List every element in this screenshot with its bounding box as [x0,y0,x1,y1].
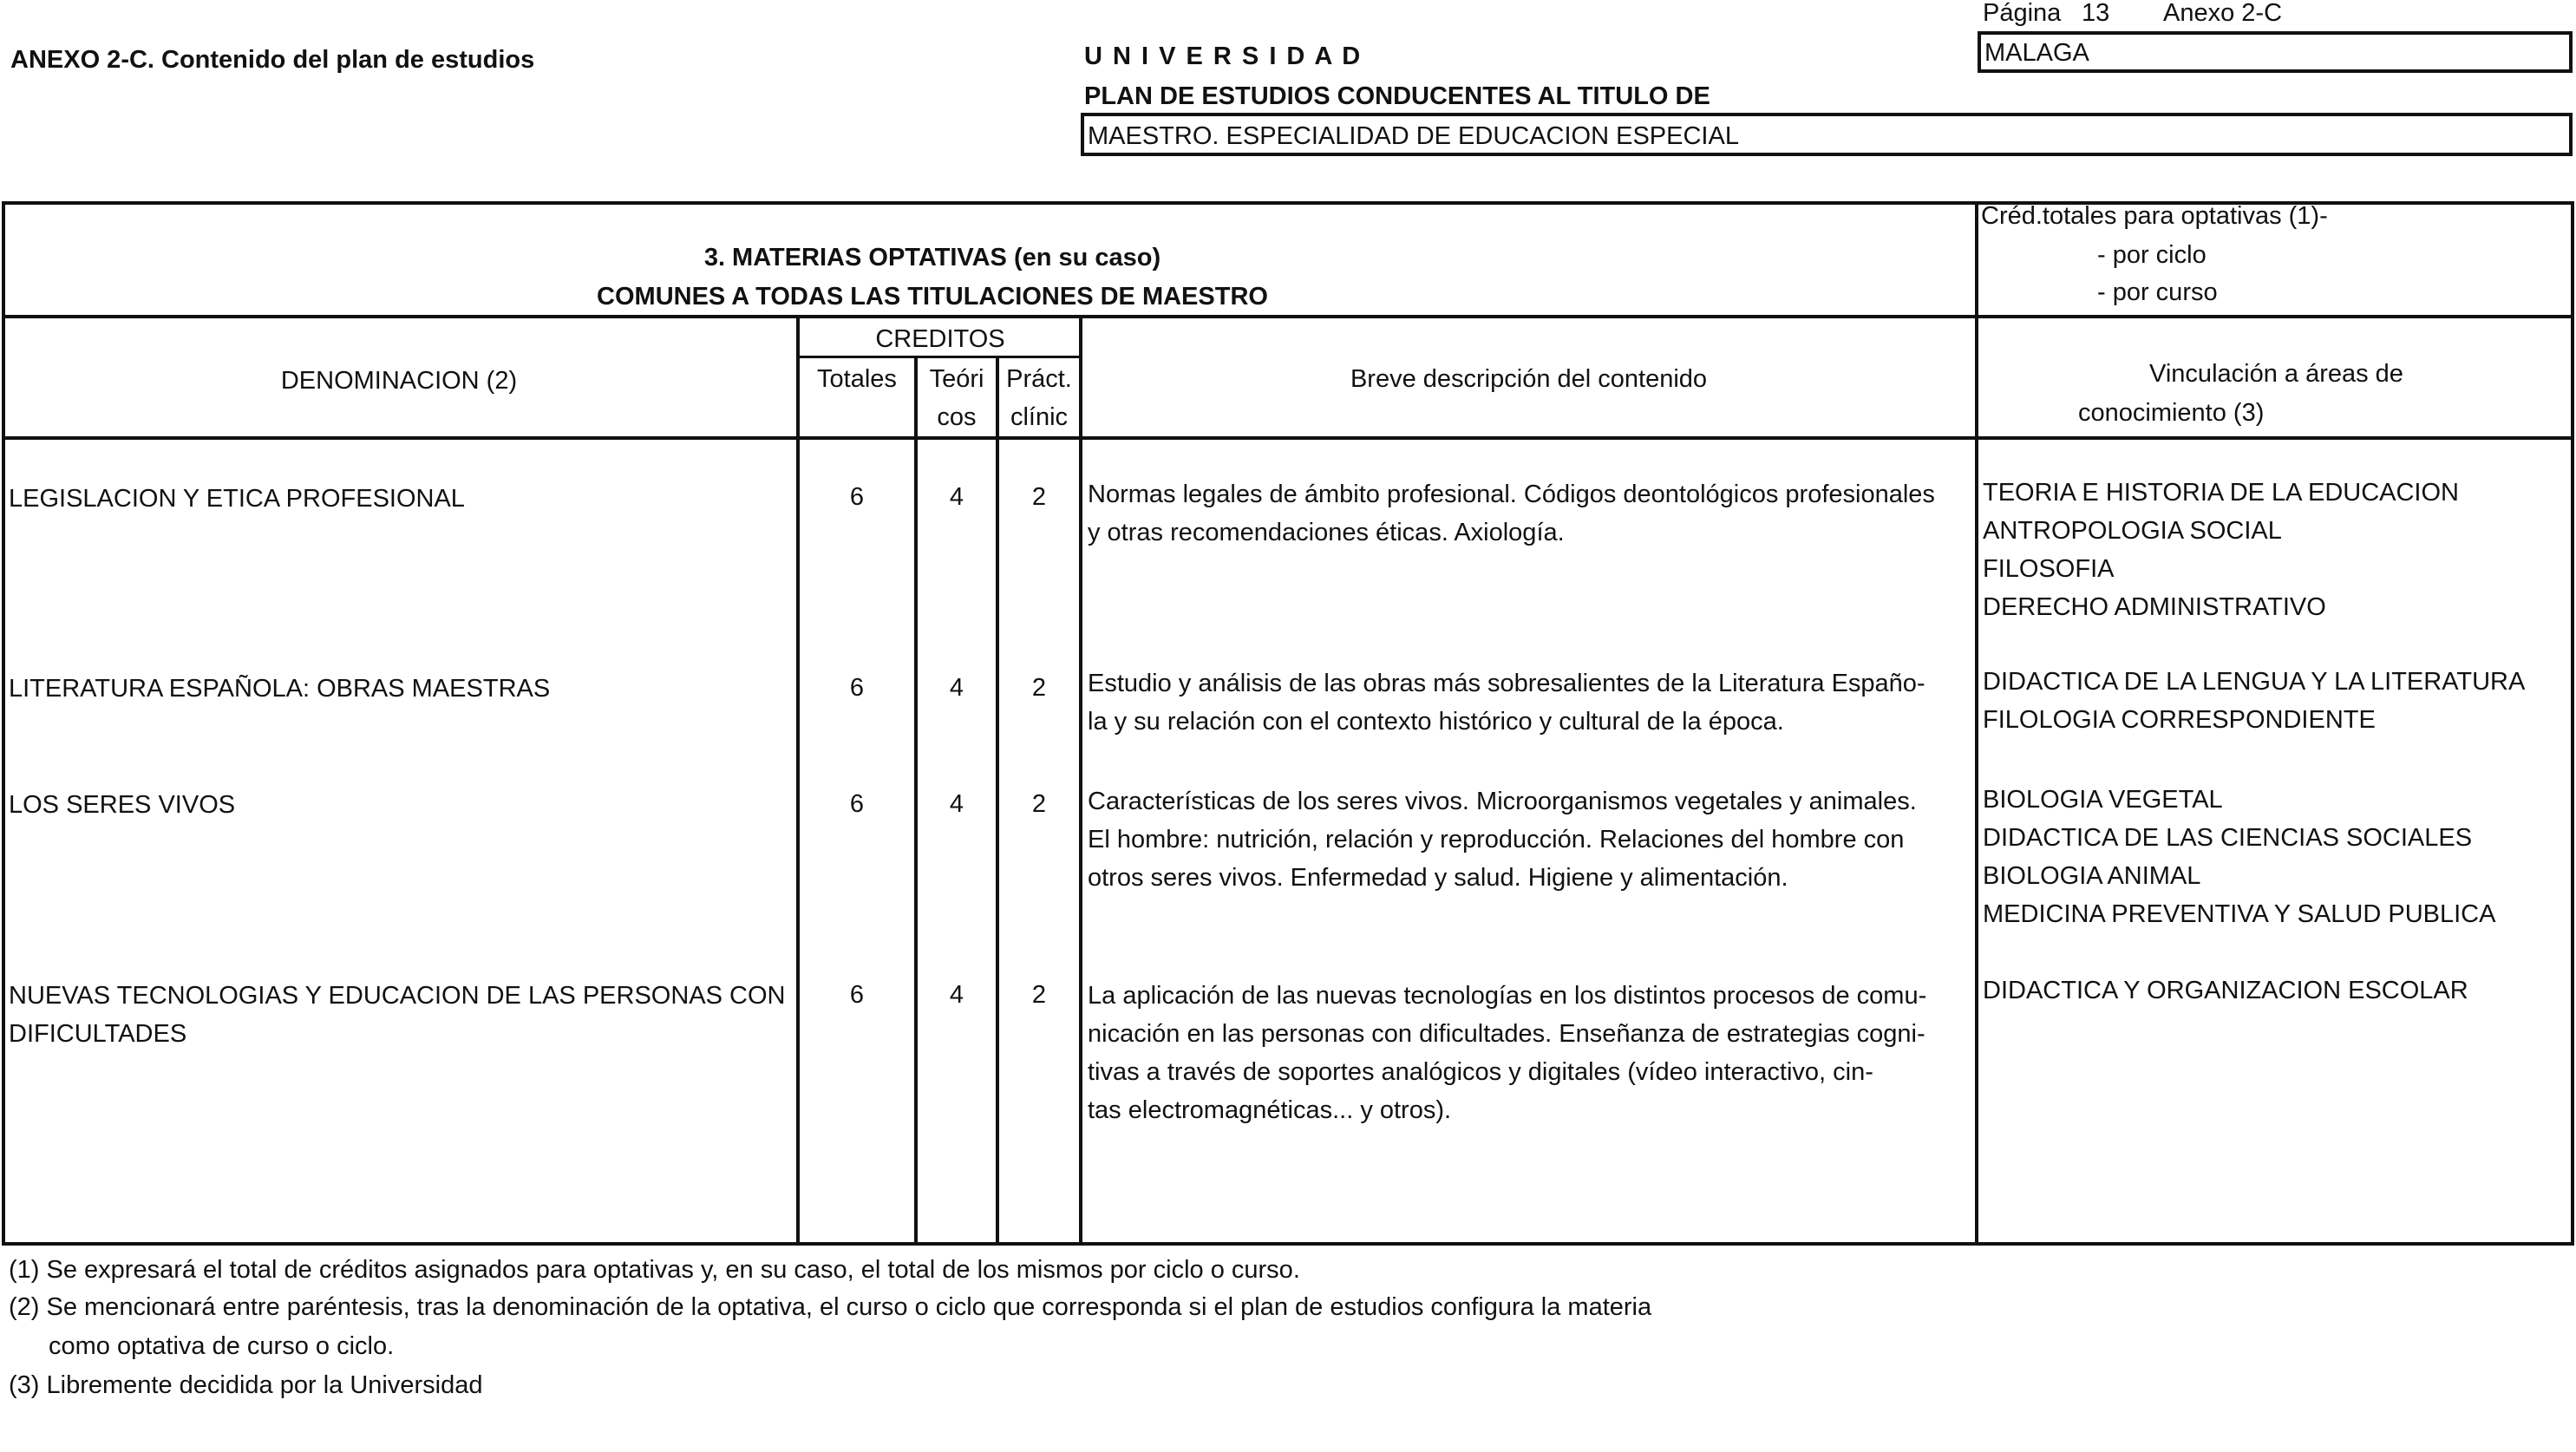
plan-label: PLAN DE ESTUDIOS CONDUCENTES AL TITULO DE [1084,82,1710,110]
row-3-area-4: MEDICINA PREVENTIVA Y SALUD PUBLICA [1983,900,2496,928]
descripcion-column-divider [1079,315,1082,1246]
row-2-totales: 6 [849,674,865,702]
practicos-header-line2: clínic [1010,403,1069,431]
row-3-desc-line-2: El hombre: nutrición, relación y reproducción. Relaciones del hombre con [1088,826,1905,854]
row-3-desc-line-3: otros seres vivos. Enfermedad y salud. Higiene y alimentación. [1088,864,1788,892]
row-3-desc-line-1: Características de los seres vivos. Microorganismos vegetales y animales. [1088,788,1917,815]
page-label: Página [1983,0,2062,27]
annex-title: ANEXO 2-C. Contenido del plan de estudios [10,46,535,74]
row-1-area-1: TEORIA E HISTORIA DE LA EDUCACION [1983,479,2459,507]
row-3-practicos: 2 [1031,790,1047,818]
teoricos-header-line1: Teóri [929,365,984,393]
vinculacion-header-line2: conocimiento (3) [2078,399,2265,427]
row-1-name [9,480,465,518]
row-2-desc-line-2: la y su relación con el contexto histórico y cultural de la época. [1088,708,1784,736]
por-ciclo-label: - por ciclo [2097,241,2207,269]
descripcion-header: Breve descripción del contenido [1350,365,1708,393]
university-box [1978,31,2573,73]
row-4-name-line-2: DIFICULTADES [9,1020,187,1048]
row-4-practicos: 2 [1031,981,1047,1009]
row-3-teoricos: 4 [949,790,964,818]
vinculacion-header-line1: Vinculación a áreas de [2149,360,2403,388]
row-4-desc-line-2: nicación en las personas con dificultades. Enseñanza de estrategias cogni- [1088,1020,1925,1048]
vinculacion-column-divider [1975,201,1978,1246]
row-2-area-1: DIDACTICA DE LA LENGUA Y LA LITERATURA [1983,668,2526,696]
por-curso-label: - por curso [2097,278,2218,306]
title-box [1081,113,2573,156]
footnote-1: (1) Se expresará el total de créditos asignados para optativas y, en su caso, el total de los mismos por ciclo o curso. [9,1256,1300,1284]
universidad-label: U N I V E R S I D A D [1084,43,1363,70]
credits-subheader-divider [796,356,1082,358]
row-2-name-line-1: LITERATURA ESPAÑOLA: OBRAS MAESTRAS [9,675,551,703]
footnote-2-continued: como optativa de curso o ciclo. [49,1332,395,1360]
title-value: MAESTRO. ESPECIALIDAD DE EDUCACION ESPECIAL [1088,122,1739,150]
row-4-desc-line-3: tivas a través de soportes analógicos y digitales (vídeo interactivo, cin- [1088,1058,1873,1086]
creditos-header: CREDITOS [875,325,1005,353]
row-4-totales: 6 [849,981,865,1009]
row-2-desc-line-1: Estudio y análisis de las obras más sobresalientes de la Literatura Españo- [1088,670,1925,697]
row-1-area-2: ANTROPOLOGIA SOCIAL [1983,517,2282,545]
practicos-header-line1: Práct. [1006,365,1072,393]
row-2-areas [1983,663,2525,739]
row-3-areas [1983,781,2495,933]
row-1-practicos: 2 [1031,483,1047,511]
row-1-totales: 6 [849,483,865,511]
totales-column-divider [796,315,800,1246]
footnote-2: (2) Se mencionará entre paréntesis, tras la denominación de la optativa, el curso o ciclo que corresponda si el plan de estudios configura la materia [9,1293,1652,1321]
row-3-name [9,786,235,824]
row-4-description [1088,977,1926,1129]
row-3-area-1: BIOLOGIA VEGETAL [1983,786,2223,814]
column-header-divider [2,436,2574,440]
row-4-desc-line-1: La aplicación de las nuevas tecnologías en los distintos procesos de comu- [1088,982,1927,1010]
denominacion-header: DENOMINACION (2) [280,367,518,395]
row-1-teoricos: 4 [949,483,964,511]
row-4-name [9,977,785,1053]
row-1-desc-line-1: Normas legales de ámbito profesional. Códigos deontológicos profesionales [1088,481,1935,508]
row-4-name-line-1: NUEVAS TECNOLOGIAS Y EDUCACION DE LAS PERSONAS CON [9,982,786,1010]
row-2-name [9,670,550,708]
row-4-areas [1983,971,2468,1010]
totales-header: Totales [817,365,897,393]
credits-total-label: Créd.totales para optativas (1)- [1981,202,2328,230]
row-1-name-line-1: LEGISLACION Y ETICA PROFESIONAL [9,485,465,513]
row-4-area-1: DIDACTICA Y ORGANIZACION ESCOLAR [1983,977,2468,1004]
row-1-area-4: DERECHO ADMINISTRATIVO [1983,593,2326,621]
row-1-description [1088,475,1935,552]
section-title: 3. MATERIAS OPTATIVAS (en su caso) [703,244,1161,271]
annex-ref: Anexo 2-C [2163,0,2283,27]
row-3-area-2: DIDACTICA DE LAS CIENCIAS SOCIALES [1983,824,2473,852]
row-1-desc-line-2: y otras recomendaciones éticas. Axiología. [1088,519,1565,546]
section-subtitle: COMUNES A TODAS LAS TITULACIONES DE MAESTRO [597,283,1268,311]
row-2-area-2: FILOLOGIA CORRESPONDIENTE [1983,706,2376,734]
row-2-description [1088,664,1925,741]
row-1-areas [1983,474,2459,626]
row-4-desc-line-4: tas electromagnéticas... y otros). [1088,1096,1452,1124]
row-3-area-3: BIOLOGIA ANIMAL [1983,862,2201,890]
row-3-totales: 6 [849,790,865,818]
university-value: MALAGA [1984,39,2089,67]
row-3-name-line-1: LOS SERES VIVOS [9,791,236,819]
footnote-3: (3) Libremente decidida por la Universidad [9,1371,483,1399]
row-2-teoricos: 4 [949,674,964,702]
row-2-practicos: 2 [1031,674,1047,702]
section-header-divider [2,315,2574,318]
row-4-teoricos: 4 [949,981,964,1009]
page-number: 13 [2082,0,2110,27]
row-3-description [1088,782,1917,897]
teoricos-header-line2: cos [937,403,977,431]
row-1-area-3: FILOSOFIA [1983,555,2115,583]
